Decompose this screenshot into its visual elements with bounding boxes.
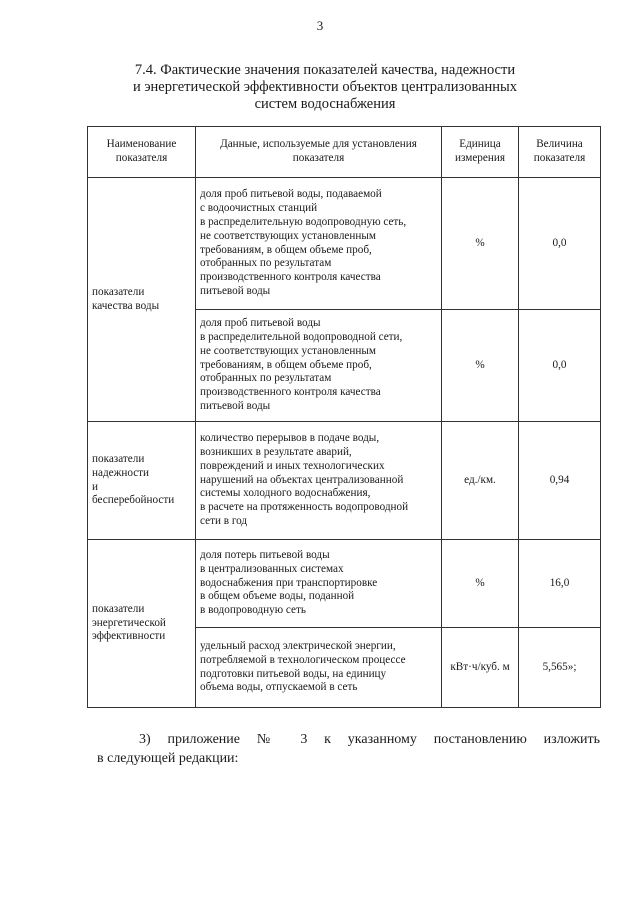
indicators-table	[87, 126, 601, 708]
group-reliability: показатели надежности и бесперебойности	[88, 422, 196, 540]
amendment-paragraph	[97, 730, 600, 768]
header-indicator-name: Наименование показателя	[88, 127, 196, 178]
row-unit: кВт·ч/куб. м	[442, 628, 519, 708]
row-value: 0,0	[519, 310, 601, 422]
amendment-line-1: 3) приложение № 3 к указанному постановлению изложить	[139, 732, 600, 747]
table-row	[88, 422, 601, 540]
row-data-text: доля проб питьевой воды, подаваемой с водоочистных станций в распределительную водопроводную сеть, не соответствующих установленным требованиям, в общем объеме проб, отобранных по результатам производственного контроля качества питьевой воды	[196, 178, 442, 310]
amendment-line-2: в следующей редакции:	[97, 751, 239, 766]
table-header-row	[88, 127, 601, 178]
section-title	[120, 62, 530, 113]
row-data-text: удельный расход электрической энергии, потребляемой в технологическом процессе подготовки питьевой воды, на единицу объема воды, отпускаемой в сеть	[196, 628, 442, 708]
table-row	[88, 540, 601, 628]
section-title-line-3: систем водоснабжения	[254, 96, 396, 112]
row-unit: %	[442, 540, 519, 628]
row-value: 0,0	[519, 178, 601, 310]
page-number: 3	[316, 18, 324, 33]
row-data-text: доля потерь питьевой воды в централизованных системах водоснабжения при транспортировке в общем объеме воды, поданной в водопроводную сеть	[196, 540, 442, 628]
table-row	[88, 178, 601, 310]
group-quality: показатели качества воды	[88, 178, 196, 422]
section-title-line-1: 7.4. Фактические значения показателей качества, надежности	[134, 62, 516, 78]
row-unit: %	[442, 178, 519, 310]
row-unit: ед./км.	[442, 422, 519, 540]
row-value: 5,565»;	[519, 628, 601, 708]
header-value: Величина показателя	[519, 127, 601, 178]
row-value: 0,94	[519, 422, 601, 540]
row-unit: %	[442, 310, 519, 422]
header-unit: Единица измерения	[442, 127, 519, 178]
header-data-used: Данные, используемые для установления показателя	[196, 127, 442, 178]
section-title-line-2: и энергетической эффективности объектов централизованных	[132, 79, 518, 95]
row-data-text: доля проб питьевой воды в распределительной водопроводной сети, не соответствующих установленным требованиям, в общем объеме проб, отобранных по результатам производственного контроля качества питьевой воды	[196, 310, 442, 422]
row-value: 16,0	[519, 540, 601, 628]
group-energy: показатели энергетической эффективности	[88, 540, 196, 708]
row-data-text: количество перерывов в подаче воды, возникших в результате аварий, повреждений и иных технологических нарушений на объектах централизованной системы холодного водоснабжения, в расчете на протяженность водопроводной сети в год	[196, 422, 442, 540]
